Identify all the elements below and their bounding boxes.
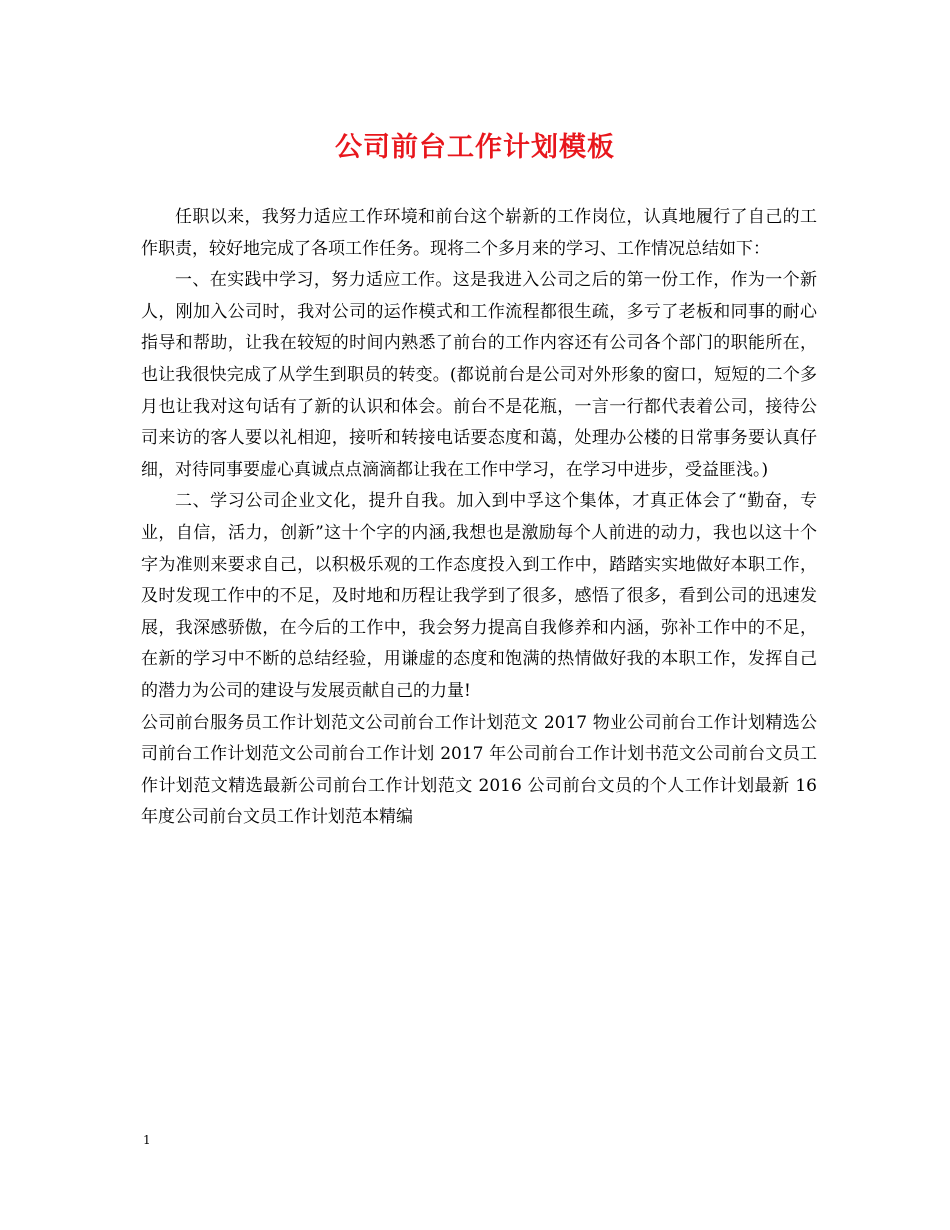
- paragraph-section-one: 一、在实践中学习，努力适应工作。这是我进入公司之后的第一份工作，作为一个新人，刚加入公司时，我对公司的运作模式和工作流程都很生疏，多亏了老板和同事的耐心指导和帮助，让我在较短的时间内熟悉了前台的工作内容还有公司各个部门的职能所在，也让我很快完成了从学生到职员的转变。(都说前台是公司对外形象的窗口，短短的二个多月也让我对这句话有了新的认识和体会。前台不是花瓶，一言一行都代表着公司，接待公司来访的客人要以礼相迎，接听和转接电话要态度和蔼，处理办公楼的日常事务要认真仔细，对待同事要虚心真诚点点滴滴都让我在工作中学习，在学习中进步，受益匪浅。): [141, 270, 817, 480]
- paragraph-intro: 任职以来，我努力适应工作环境和前台这个崭新的工作岗位，认真地履行了自己的工作职责，较好地完成了各项工作任务。现将二个多月来的学习、工作情况总结如下：: [141, 207, 817, 259]
- document-body: [141, 202, 817, 834]
- paragraph-section-two: 二、学习公司企业文化，提升自我。加入到中孚这个集体，才真正体会了“勤奋，专业，自信，活力，创新”这十个字的内涵,我想也是激励每个人前进的动力，我也以这十个字为准则来要求自己，以积极乐观的工作态度投入到工作中，踏踏实实地做好本职工作，及时发现工作中的不足，及时地和历程让我学到了很多，感悟了很多，看到公司的迅速发展，我深感骄傲，在今后的工作中，我会努力提高自我修养和内涵，弥补工作中的不足，在新的学习中不断的总结经验，用谦虚的态度和饱满的热情做好我的本职工作，发挥自己的潜力为公司的建设与发展贡献自己的力量!: [141, 491, 817, 701]
- related-links-text: 公司前台服务员工作计划范文公司前台工作计划范文 2017 物业公司前台工作计划精选公司前台工作计划范文公司前台工作计划 2017 年公司前台工作计划书范文公司前台文员工作计划范文精选最新公司前台工作计划范文 2016 公司前台文员的个人工作计划最新 16 年度公司前台文员工作计划范本精编: [141, 712, 817, 828]
- document-title: 公司前台工作计划模板: [335, 132, 615, 163]
- page-number: 1: [143, 1133, 151, 1147]
